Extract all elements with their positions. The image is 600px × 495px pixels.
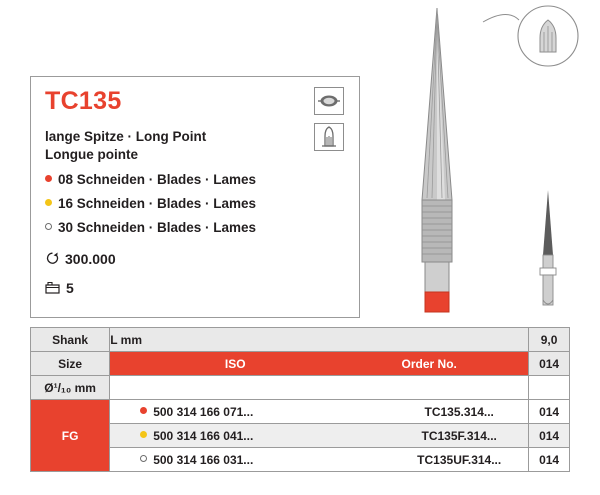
row-2-data — [110, 424, 529, 448]
marker-dot-red-icon — [45, 175, 52, 182]
marker-dot-yellow-icon — [140, 431, 147, 438]
shank-header: Shank — [31, 328, 110, 352]
table-row — [31, 448, 570, 472]
iso-order-header-cell — [110, 352, 529, 376]
table-row-header-shank — [31, 328, 570, 352]
pack-quantity — [45, 279, 74, 296]
row-2-iso — [110, 429, 390, 443]
row-3-size: 014 — [529, 448, 570, 472]
specification-table — [30, 327, 570, 472]
blade-option-08-label: 08 Schneiden · Blades · Lames — [58, 172, 257, 187]
row-1-iso — [110, 405, 390, 419]
row-3-iso — [110, 453, 390, 467]
lmm-value: 9,0 — [529, 328, 570, 352]
table-row — [31, 424, 570, 448]
table-row-diameter — [31, 376, 570, 400]
shank-value-fg: FG — [31, 400, 110, 472]
row-2-order: TC135F.314... — [421, 428, 497, 443]
row-1-order: TC135.314... — [424, 404, 494, 419]
tip-detail-circle — [483, 6, 578, 66]
diameter-spacer-right — [529, 376, 570, 400]
row-3-iso-suffix: 166 031... — [196, 452, 254, 467]
bur-illustration — [365, 0, 600, 318]
row-2-size: 014 — [529, 424, 570, 448]
blade-option-16 — [45, 196, 256, 211]
order-header: Order No. — [401, 356, 457, 371]
rotation-speed-icon — [45, 251, 60, 266]
row-1-iso-bold: 314 — [176, 404, 197, 419]
row-3-data — [110, 448, 529, 472]
size-header: Size — [31, 352, 110, 376]
max-speed-value: 300.000 — [65, 251, 116, 267]
pack-quantity-value: 5 — [66, 280, 74, 296]
rpm-badge — [314, 87, 344, 115]
product-subtitle-fr: Longue pointe — [45, 147, 138, 162]
diameter-header: Ø¹/₁₀ mm — [31, 376, 110, 400]
row-1-iso-suffix: 166 071... — [196, 404, 254, 419]
max-speed — [45, 249, 116, 267]
iso-header: ISO — [224, 356, 246, 371]
dental-bur-large — [422, 8, 452, 312]
row-1-size: 014 — [529, 400, 570, 424]
product-title: TC135 — [45, 87, 122, 115]
row-1-data — [110, 400, 529, 424]
package-icon — [45, 281, 60, 295]
row-2-iso-suffix: 166 041... — [196, 428, 254, 443]
size-value-header: 014 — [529, 352, 570, 376]
marker-dot-red-icon — [140, 407, 147, 414]
blade-option-16-label: 16 Schneiden · Blades · Lames — [58, 196, 257, 211]
product-subtitle-de-en: lange Spitze · Long Point — [45, 129, 207, 144]
row-3-iso-prefix: 500 — [153, 452, 177, 467]
blade-option-30-label: 30 Schneiden · Blades · Lames — [58, 220, 257, 235]
handpiece-badge — [314, 123, 344, 151]
row-2-iso-bold: 314 — [176, 428, 197, 443]
product-info-card — [30, 76, 360, 318]
row-1-iso-prefix: 500 — [153, 404, 177, 419]
blade-option-30 — [45, 220, 256, 235]
lmm-header: L mm — [110, 328, 529, 352]
row-3-order: TC135UF.314... — [417, 452, 502, 467]
blade-option-08 — [45, 172, 256, 187]
table-row-header-iso — [31, 352, 570, 376]
dental-bur-small — [540, 190, 556, 305]
row-2-iso-prefix: 500 — [153, 428, 177, 443]
marker-dot-white-icon — [140, 455, 147, 462]
table-row — [31, 400, 570, 424]
row-3-iso-bold: 314 — [176, 452, 197, 467]
marker-dot-white-icon — [45, 223, 52, 230]
diameter-spacer — [110, 376, 529, 400]
marker-dot-yellow-icon — [45, 199, 52, 206]
